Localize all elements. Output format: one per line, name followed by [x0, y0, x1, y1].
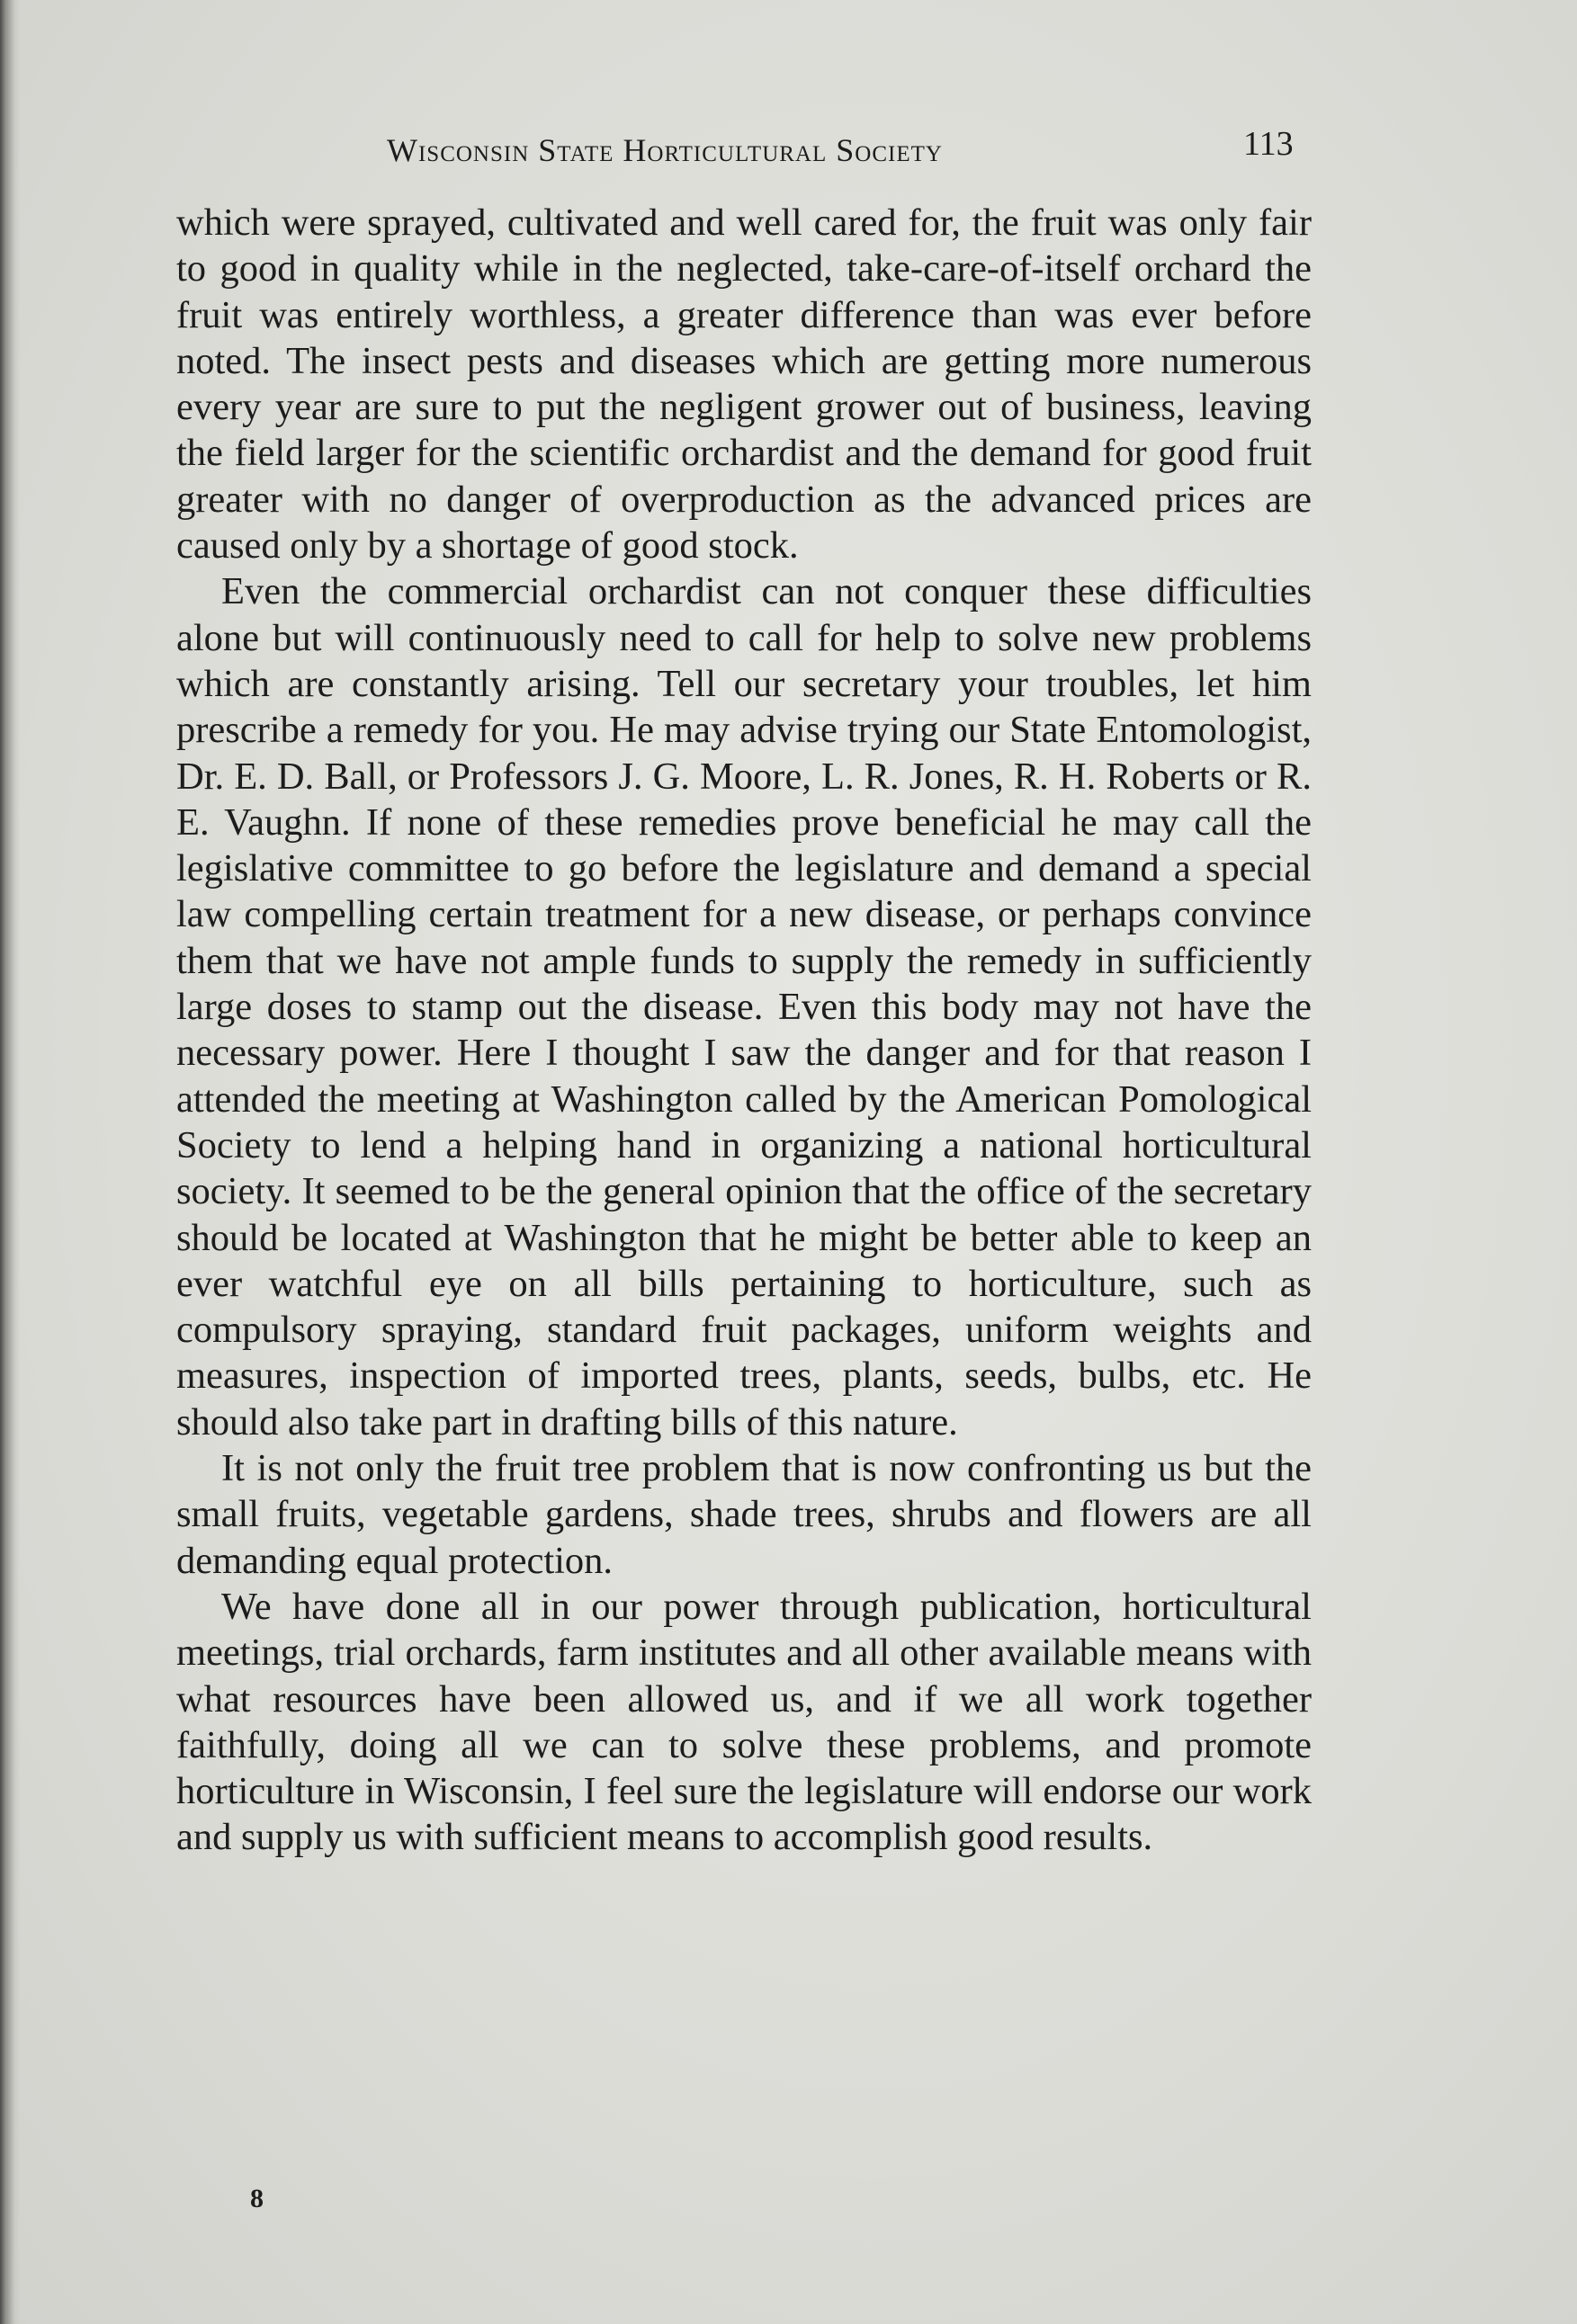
body-text	[176, 200, 1312, 1861]
paragraph: Even the commercial orchardist can not conquer these difficulties alone but will continuously need to call for help to solve new problems which are constantly arising. Tell our secretary your troubles, let him prescribe a remedy for you. He may advise trying our State Entomologist, Dr. E. D. Ball, or Professors J. G. Moore, L. R. Jones, R. H. Roberts or R. E. Vaughn. If none of these remedies prove beneficial he may call the legislative committee to go before the legislature and demand a special law compelling certain treatment for a new disease, or perhaps convince them that we have not ample funds to supply the remedy in sufficiently large doses to stamp out the disease. Even this body may not have the necessary power. Here I thought I saw the danger and for that reason I attended the meeting at Washington called by the American Pomological Society to lend a helping hand in organizing a national horticultural society. It seemed to be the general opinion that the office of the secretary should be located at Washington that he might be better able to keep an ever watchful eye on all bills pertaining to horticulture, such as compulsory spraying, standard fruit packages, uniform weights and measures, inspection of imported trees, plants, seeds, bulbs, etc. He should also take part in drafting bills of this nature.	[176, 570, 1312, 1444]
page-number: 113	[1243, 125, 1294, 163]
signature-mark: 8	[250, 2184, 264, 2213]
paragraph: It is not only the fruit tree problem that is now confronting us but the small fruits, vegetable gardens, shade trees, shrubs and flowers are all demanding equal protection.	[176, 1447, 1312, 1582]
paragraph-continued: which were sprayed, cultivated and well cared for, the fruit was only fair to good in quality while in the neglected, take-care-of-itself orchard the fruit was entirely worthless, a greater difference than was ever before noted. The insect pests and diseases which are getting more numerous every year are sure to put the negligent grower out of business, leaving the field larger for the scientific orchardist and the demand for good fruit greater with no danger of overproduction as the advanced prices are caused only by a shortage of good stock.	[176, 201, 1312, 568]
paragraph: We have done all in our power through publication, horticultural meetings, trial orchards, farm institutes and all other available means with what resources have been allowed us, and if we all work together faithfully, doing all we can to solve these problems, and promote horticulture in Wisconsin, I feel sure the legislature will endorse our work and supply us with sufficient means to accomplish good results.	[176, 1585, 1312, 1859]
running-head-title: Wisconsin State Horticultural Society	[387, 132, 943, 168]
binding-edge-shadow	[0, 0, 20, 2324]
running-head	[171, 124, 1294, 178]
